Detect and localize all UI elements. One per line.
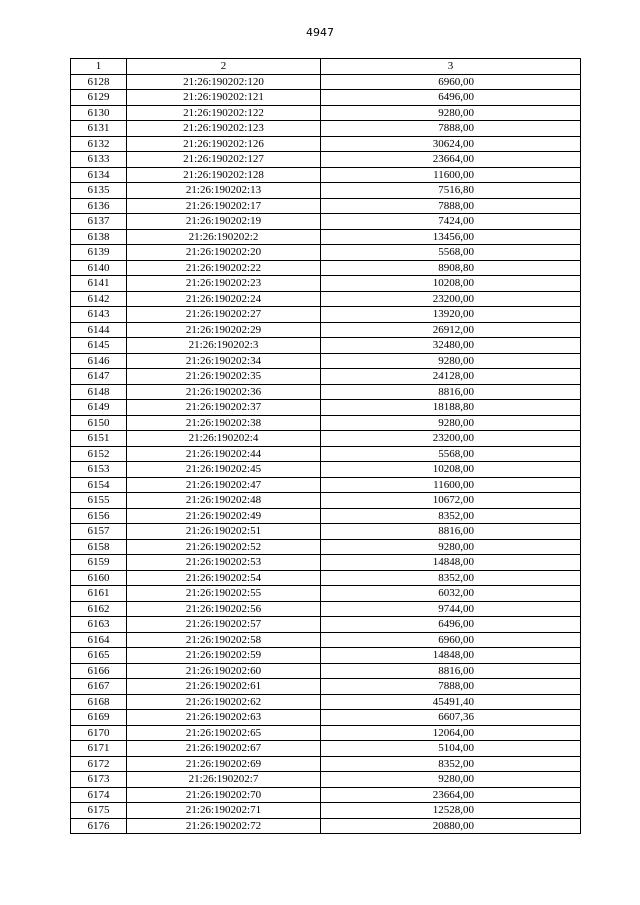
value-cell: 6607,36 xyxy=(321,710,581,726)
table-row xyxy=(71,803,581,819)
row-number-cell: 6156 xyxy=(71,508,127,524)
cadastral-number-cell: 21:26:190202:35 xyxy=(127,369,321,385)
cadastral-number-cell: 21:26:190202:62 xyxy=(127,694,321,710)
table-row xyxy=(71,446,581,462)
table-row xyxy=(71,90,581,106)
value-cell: 5104,00 xyxy=(321,741,581,757)
value-cell: 10208,00 xyxy=(321,462,581,478)
row-number-cell: 6151 xyxy=(71,431,127,447)
value-cell: 8816,00 xyxy=(321,663,581,679)
row-number-cell: 6145 xyxy=(71,338,127,354)
cadastral-number-cell: 21:26:190202:45 xyxy=(127,462,321,478)
row-number-cell: 6129 xyxy=(71,90,127,106)
cadastral-number-cell: 21:26:190202:7 xyxy=(127,772,321,788)
row-number-cell: 6165 xyxy=(71,648,127,664)
cadastral-number-cell: 21:26:190202:3 xyxy=(127,338,321,354)
value-cell: 23664,00 xyxy=(321,152,581,168)
row-number-cell: 6153 xyxy=(71,462,127,478)
row-number-cell: 6166 xyxy=(71,663,127,679)
value-cell: 9280,00 xyxy=(321,539,581,555)
cadastral-number-cell: 21:26:190202:56 xyxy=(127,601,321,617)
cadastral-number-cell: 21:26:190202:36 xyxy=(127,384,321,400)
value-cell: 6960,00 xyxy=(321,632,581,648)
cadastral-number-cell: 21:26:190202:47 xyxy=(127,477,321,493)
value-cell: 9280,00 xyxy=(321,415,581,431)
row-number-cell: 6140 xyxy=(71,260,127,276)
cadastral-number-cell: 21:26:190202:120 xyxy=(127,74,321,90)
value-cell: 13920,00 xyxy=(321,307,581,323)
value-cell: 7516,80 xyxy=(321,183,581,199)
page-number: 4947 xyxy=(306,26,334,39)
row-number-cell: 6131 xyxy=(71,121,127,137)
cadastral-number-cell: 21:26:190202:38 xyxy=(127,415,321,431)
row-number-cell: 6167 xyxy=(71,679,127,695)
value-cell: 5568,00 xyxy=(321,245,581,261)
table-row xyxy=(71,524,581,540)
cadastral-number-cell: 21:26:190202:65 xyxy=(127,725,321,741)
table-row xyxy=(71,167,581,183)
value-cell: 14848,00 xyxy=(321,648,581,664)
table-row xyxy=(71,260,581,276)
value-cell: 8816,00 xyxy=(321,384,581,400)
cadastral-number-cell: 21:26:190202:22 xyxy=(127,260,321,276)
table-row xyxy=(71,555,581,571)
value-cell: 7424,00 xyxy=(321,214,581,230)
cadastral-number-cell: 21:26:190202:128 xyxy=(127,167,321,183)
cadastral-number-cell: 21:26:190202:51 xyxy=(127,524,321,540)
table-row xyxy=(71,353,581,369)
table-row xyxy=(71,601,581,617)
value-cell: 11600,00 xyxy=(321,477,581,493)
row-number-cell: 6139 xyxy=(71,245,127,261)
cadastral-number-cell: 21:26:190202:61 xyxy=(127,679,321,695)
value-cell: 8352,00 xyxy=(321,756,581,772)
row-number-cell: 6137 xyxy=(71,214,127,230)
row-number-cell: 6164 xyxy=(71,632,127,648)
cadastral-number-cell: 21:26:190202:122 xyxy=(127,105,321,121)
cadastral-number-cell: 21:26:190202:53 xyxy=(127,555,321,571)
cadastral-number-cell: 21:26:190202:57 xyxy=(127,617,321,633)
row-number-cell: 6147 xyxy=(71,369,127,385)
value-cell: 7888,00 xyxy=(321,121,581,137)
table-row xyxy=(71,632,581,648)
value-cell: 8816,00 xyxy=(321,524,581,540)
table-row xyxy=(71,694,581,710)
row-number-cell: 6174 xyxy=(71,787,127,803)
cadastral-number-cell: 21:26:190202:20 xyxy=(127,245,321,261)
row-number-cell: 6143 xyxy=(71,307,127,323)
value-cell: 6960,00 xyxy=(321,74,581,90)
table-row xyxy=(71,307,581,323)
row-number-cell: 6141 xyxy=(71,276,127,292)
cadastral-number-cell: 21:26:190202:59 xyxy=(127,648,321,664)
cadastral-number-cell: 21:26:190202:29 xyxy=(127,322,321,338)
table-row xyxy=(71,245,581,261)
cadastral-number-cell: 21:26:190202:2 xyxy=(127,229,321,245)
cadastral-number-cell: 21:26:190202:24 xyxy=(127,291,321,307)
column-header-2: 2 xyxy=(127,59,321,75)
row-number-cell: 6175 xyxy=(71,803,127,819)
row-number-cell: 6163 xyxy=(71,617,127,633)
value-cell: 8908,80 xyxy=(321,260,581,276)
value-cell: 9280,00 xyxy=(321,105,581,121)
value-cell: 7888,00 xyxy=(321,198,581,214)
cadastral-number-cell: 21:26:190202:58 xyxy=(127,632,321,648)
cadastral-number-cell: 21:26:190202:49 xyxy=(127,508,321,524)
value-cell: 9744,00 xyxy=(321,601,581,617)
row-number-cell: 6132 xyxy=(71,136,127,152)
value-cell: 8352,00 xyxy=(321,570,581,586)
value-cell: 10208,00 xyxy=(321,276,581,292)
cadastral-number-cell: 21:26:190202:60 xyxy=(127,663,321,679)
value-cell: 20880,00 xyxy=(321,818,581,834)
row-number-cell: 6171 xyxy=(71,741,127,757)
row-number-cell: 6160 xyxy=(71,570,127,586)
table-row xyxy=(71,725,581,741)
value-cell: 45491,40 xyxy=(321,694,581,710)
cadastral-number-cell: 21:26:190202:69 xyxy=(127,756,321,772)
cadastral-number-cell: 21:26:190202:72 xyxy=(127,818,321,834)
table-row xyxy=(71,772,581,788)
value-cell: 9280,00 xyxy=(321,353,581,369)
row-number-cell: 6176 xyxy=(71,818,127,834)
table-row xyxy=(71,229,581,245)
cadastral-number-cell: 21:26:190202:127 xyxy=(127,152,321,168)
table-row xyxy=(71,431,581,447)
cadastral-number-cell: 21:26:190202:13 xyxy=(127,183,321,199)
value-cell: 23200,00 xyxy=(321,291,581,307)
value-cell: 10672,00 xyxy=(321,493,581,509)
table-row xyxy=(71,617,581,633)
table-row xyxy=(71,105,581,121)
value-cell: 6032,00 xyxy=(321,586,581,602)
row-number-cell: 6161 xyxy=(71,586,127,602)
value-cell: 23200,00 xyxy=(321,431,581,447)
row-number-cell: 6155 xyxy=(71,493,127,509)
data-table xyxy=(70,58,581,834)
table-row xyxy=(71,477,581,493)
value-cell: 32480,00 xyxy=(321,338,581,354)
table-row xyxy=(71,121,581,137)
row-number-cell: 6128 xyxy=(71,74,127,90)
row-number-cell: 6134 xyxy=(71,167,127,183)
value-cell: 26912,00 xyxy=(321,322,581,338)
row-number-cell: 6142 xyxy=(71,291,127,307)
table-row xyxy=(71,570,581,586)
column-header-3: 3 xyxy=(321,59,581,75)
value-cell: 5568,00 xyxy=(321,446,581,462)
value-cell: 7888,00 xyxy=(321,679,581,695)
row-number-cell: 6169 xyxy=(71,710,127,726)
table-row xyxy=(71,369,581,385)
cadastral-number-cell: 21:26:190202:37 xyxy=(127,400,321,416)
table-row xyxy=(71,214,581,230)
cadastral-number-cell: 21:26:190202:126 xyxy=(127,136,321,152)
table-row xyxy=(71,741,581,757)
table-row xyxy=(71,679,581,695)
row-number-cell: 6135 xyxy=(71,183,127,199)
table-row xyxy=(71,136,581,152)
cadastral-number-cell: 21:26:190202:70 xyxy=(127,787,321,803)
cadastral-number-cell: 21:26:190202:17 xyxy=(127,198,321,214)
cadastral-number-cell: 21:26:190202:27 xyxy=(127,307,321,323)
value-cell: 9280,00 xyxy=(321,772,581,788)
value-cell: 18188,80 xyxy=(321,400,581,416)
cadastral-number-cell: 21:26:190202:121 xyxy=(127,90,321,106)
cadastral-number-cell: 21:26:190202:63 xyxy=(127,710,321,726)
cadastral-number-cell: 21:26:190202:55 xyxy=(127,586,321,602)
cadastral-number-cell: 21:26:190202:48 xyxy=(127,493,321,509)
value-cell: 13456,00 xyxy=(321,229,581,245)
cadastral-number-cell: 21:26:190202:34 xyxy=(127,353,321,369)
row-number-cell: 6154 xyxy=(71,477,127,493)
row-number-cell: 6170 xyxy=(71,725,127,741)
table-row xyxy=(71,322,581,338)
row-number-cell: 6138 xyxy=(71,229,127,245)
value-cell: 6496,00 xyxy=(321,90,581,106)
cadastral-number-cell: 21:26:190202:44 xyxy=(127,446,321,462)
table-row xyxy=(71,508,581,524)
row-number-cell: 6133 xyxy=(71,152,127,168)
value-cell: 23664,00 xyxy=(321,787,581,803)
table-row xyxy=(71,384,581,400)
table-row xyxy=(71,462,581,478)
row-number-cell: 6159 xyxy=(71,555,127,571)
table-header-row xyxy=(71,59,581,75)
row-number-cell: 6152 xyxy=(71,446,127,462)
row-number-cell: 6173 xyxy=(71,772,127,788)
table-row xyxy=(71,663,581,679)
row-number-cell: 6158 xyxy=(71,539,127,555)
row-number-cell: 6144 xyxy=(71,322,127,338)
row-number-cell: 6146 xyxy=(71,353,127,369)
value-cell: 14848,00 xyxy=(321,555,581,571)
row-number-cell: 6162 xyxy=(71,601,127,617)
cadastral-number-cell: 21:26:190202:71 xyxy=(127,803,321,819)
cadastral-number-cell: 21:26:190202:67 xyxy=(127,741,321,757)
value-cell: 8352,00 xyxy=(321,508,581,524)
cadastral-number-cell: 21:26:190202:23 xyxy=(127,276,321,292)
value-cell: 12064,00 xyxy=(321,725,581,741)
table-body xyxy=(71,74,581,834)
table-row xyxy=(71,493,581,509)
table-row xyxy=(71,338,581,354)
row-number-cell: 6136 xyxy=(71,198,127,214)
column-header-1: 1 xyxy=(71,59,127,75)
row-number-cell: 6157 xyxy=(71,524,127,540)
value-cell: 12528,00 xyxy=(321,803,581,819)
row-number-cell: 6130 xyxy=(71,105,127,121)
table-row xyxy=(71,198,581,214)
table-row xyxy=(71,710,581,726)
cadastral-number-cell: 21:26:190202:52 xyxy=(127,539,321,555)
row-number-cell: 6149 xyxy=(71,400,127,416)
cadastral-number-cell: 21:26:190202:123 xyxy=(127,121,321,137)
row-number-cell: 6172 xyxy=(71,756,127,772)
table-row xyxy=(71,74,581,90)
row-number-cell: 6148 xyxy=(71,384,127,400)
value-cell: 11600,00 xyxy=(321,167,581,183)
value-cell: 6496,00 xyxy=(321,617,581,633)
value-cell: 24128,00 xyxy=(321,369,581,385)
table-row xyxy=(71,787,581,803)
row-number-cell: 6168 xyxy=(71,694,127,710)
table-row xyxy=(71,276,581,292)
table-row xyxy=(71,586,581,602)
table-row xyxy=(71,539,581,555)
table-row xyxy=(71,183,581,199)
table-row xyxy=(71,818,581,834)
value-cell: 30624,00 xyxy=(321,136,581,152)
table-row xyxy=(71,756,581,772)
table-row xyxy=(71,400,581,416)
cadastral-number-cell: 21:26:190202:54 xyxy=(127,570,321,586)
cadastral-number-cell: 21:26:190202:19 xyxy=(127,214,321,230)
row-number-cell: 6150 xyxy=(71,415,127,431)
cadastral-number-cell: 21:26:190202:4 xyxy=(127,431,321,447)
table-row xyxy=(71,415,581,431)
table-row xyxy=(71,648,581,664)
table-row xyxy=(71,291,581,307)
table-row xyxy=(71,152,581,168)
